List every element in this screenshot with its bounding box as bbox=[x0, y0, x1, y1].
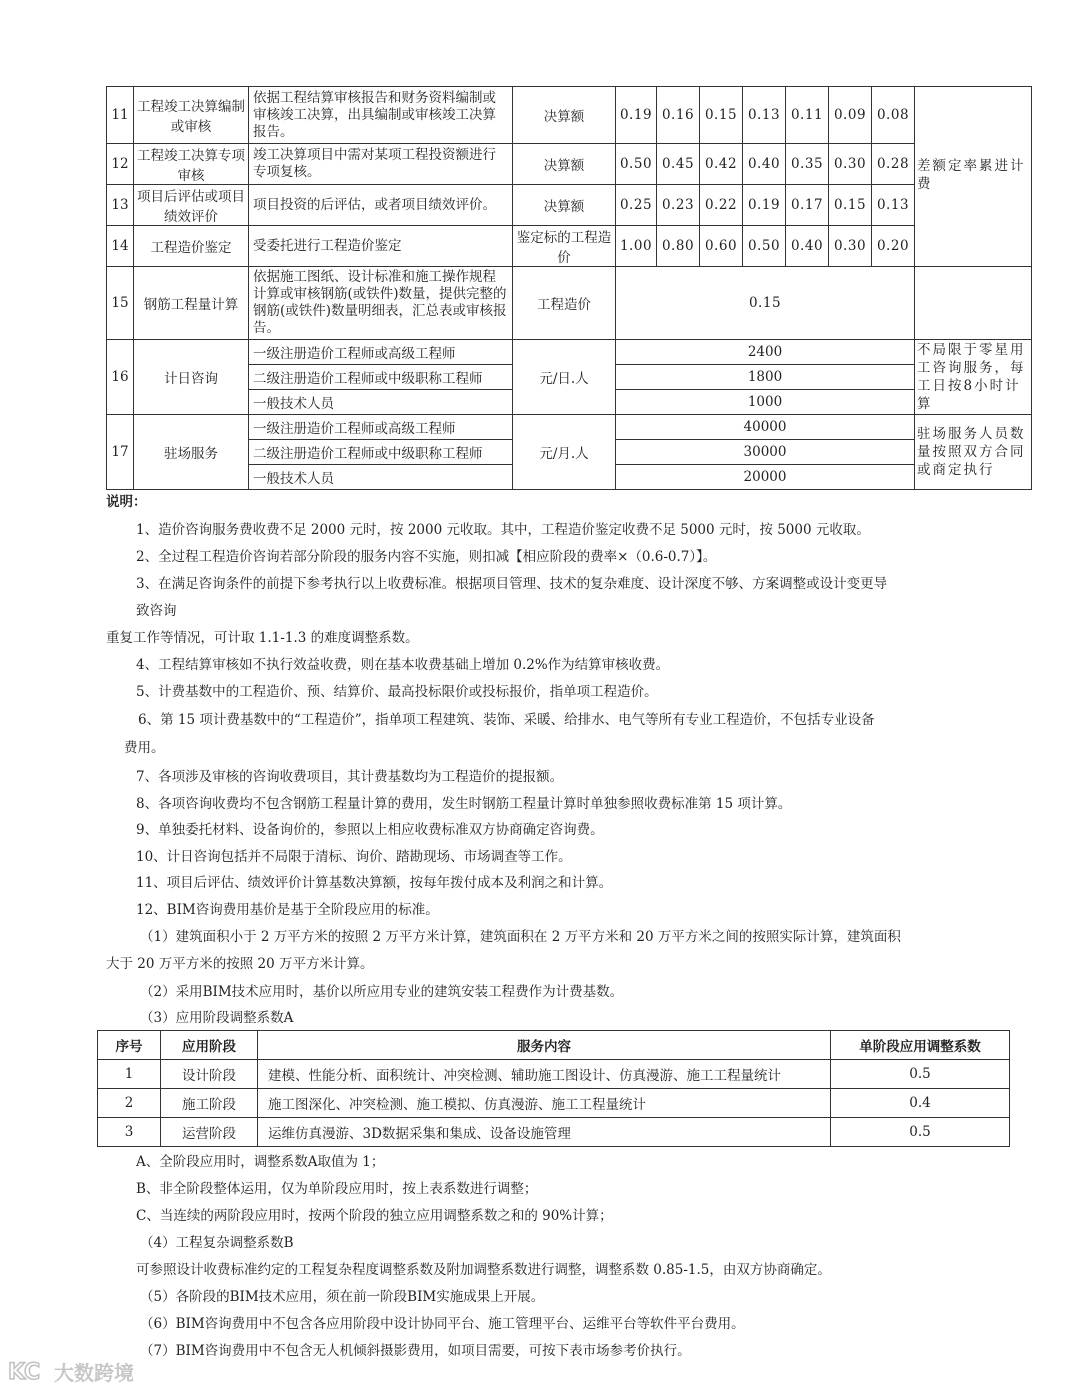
rate-cell: 0.60 bbox=[700, 226, 743, 267]
row-number: 13 bbox=[107, 185, 134, 226]
remark-cell: 不局限于零星用工咨询服务，每工日按8小时计算 bbox=[915, 340, 1032, 415]
rate-cell: 0.17 bbox=[786, 185, 829, 226]
note-line: （5）各阶段的BIM技术应用，须在前一阶段BIM实施成果上开展。 bbox=[140, 1289, 545, 1305]
note-line: 费用。 bbox=[124, 740, 165, 756]
column-header: 序号 bbox=[98, 1031, 161, 1060]
service-name: 项目后评估或项目绩效评价 bbox=[134, 185, 249, 226]
logo-text: KC bbox=[8, 1360, 41, 1385]
rate-cell: 0.42 bbox=[700, 144, 743, 185]
service-name: 驻场服务 bbox=[134, 415, 249, 490]
rate-cell: 0.50 bbox=[616, 144, 657, 185]
adjust-coefficient: 0.4 bbox=[831, 1089, 1010, 1118]
note-line: 致咨询 bbox=[136, 603, 177, 619]
row-number: 1 bbox=[98, 1060, 161, 1089]
note-line: 8、各项咨询收费均不包含钢筋工程量计算的费用，发生时钢筋工程量计算时单独参照收费标准第 15 项计算。 bbox=[136, 796, 792, 812]
service-name: 工程竣工决算编制或审核 bbox=[134, 87, 249, 144]
rate-cell: 1.00 bbox=[616, 226, 657, 267]
rate-cell: 0.80 bbox=[657, 226, 700, 267]
service-name: 钢筋工程量计算 bbox=[134, 267, 249, 340]
service-description: 受委托进行工程造价鉴定 bbox=[249, 226, 513, 267]
staff-level: 一级注册造价工程师或高级工程师 bbox=[249, 415, 513, 440]
note-line: C、当连续的两阶段应用时，按两个阶段的独立应用调整系数之和的 90%计算； bbox=[136, 1208, 613, 1224]
service-description: 竣工决算项目中需对某项工程投资额进行专项复核。 bbox=[249, 144, 513, 185]
stage-name: 运营阶段 bbox=[161, 1118, 258, 1147]
rate-cell: 0.15 bbox=[616, 267, 915, 340]
fee-base: 鉴定标的工程造价 bbox=[513, 226, 616, 267]
adjust-coefficient: 0.5 bbox=[831, 1060, 1010, 1089]
watermark-text: 大数跨境 bbox=[54, 1361, 134, 1385]
row-number: 17 bbox=[107, 415, 134, 490]
fee-base: 决算额 bbox=[513, 185, 616, 226]
note-line: 9、单独委托材料、设备询价的，参照以上相应收费标准双方协商确定咨询费。 bbox=[136, 822, 604, 838]
rate-cell: 0.22 bbox=[700, 185, 743, 226]
fee-standard-table bbox=[106, 86, 1032, 490]
note-line: 7、各项涉及审核的咨询收费项目，其计费基数均为工程造价的提报额。 bbox=[136, 769, 564, 785]
row-number: 11 bbox=[107, 87, 134, 144]
fee-value: 40000 bbox=[616, 415, 915, 440]
table-row bbox=[98, 1060, 1010, 1089]
service-content: 施工图深化、冲突检测、施工模拟、仿真漫游、施工工程量统计 bbox=[258, 1089, 831, 1118]
note-line: 1、造价咨询服务费收费不足 2000 元时，按 2000 元收取。其中，工程造价鉴定收费不足 5000 元时，按 5000 元收取。 bbox=[136, 522, 870, 538]
rate-cell: 0.35 bbox=[786, 144, 829, 185]
remark-cell: 差额定率累进计费 bbox=[915, 87, 1032, 267]
rate-cell: 0.09 bbox=[829, 87, 872, 144]
note-line: B、非全阶段整体运用，仅为单阶段应用时，按上表系数进行调整； bbox=[136, 1181, 538, 1197]
fee-base: 工程造价 bbox=[513, 267, 616, 340]
stage-name: 设计阶段 bbox=[161, 1060, 258, 1089]
rate-cell: 0.50 bbox=[743, 226, 786, 267]
rate-cell: 0.30 bbox=[829, 226, 872, 267]
fee-unit: 元/日.人 bbox=[513, 340, 616, 415]
row-number: 14 bbox=[107, 226, 134, 267]
table-row bbox=[107, 415, 1032, 440]
fee-base: 决算额 bbox=[513, 87, 616, 144]
service-name: 计日咨询 bbox=[134, 340, 249, 415]
rate-cell: 0.30 bbox=[829, 144, 872, 185]
note-line: 12、BIM咨询费用基价是基于全阶段应用的标准。 bbox=[136, 902, 439, 918]
service-name: 工程造价鉴定 bbox=[134, 226, 249, 267]
column-header: 服务内容 bbox=[258, 1031, 831, 1060]
rate-cell: 0.13 bbox=[743, 87, 786, 144]
remark-cell bbox=[915, 267, 1032, 340]
fee-value: 1000 bbox=[616, 390, 915, 415]
rate-cell: 0.25 bbox=[616, 185, 657, 226]
rate-cell: 0.15 bbox=[700, 87, 743, 144]
rate-cell: 0.40 bbox=[786, 226, 829, 267]
stage-name: 施工阶段 bbox=[161, 1089, 258, 1118]
staff-level: 二级注册造价工程师或中级职称工程师 bbox=[249, 365, 513, 390]
row-number: 16 bbox=[107, 340, 134, 415]
note-line: 11、项目后评估、绩效评价计算基数决算额，按每年拨付成本及利润之和计算。 bbox=[136, 875, 613, 891]
rate-cell: 0.23 bbox=[657, 185, 700, 226]
service-name: 工程竣工决算专项审核 bbox=[134, 144, 249, 185]
table-row bbox=[107, 185, 1032, 226]
rate-cell: 0.16 bbox=[657, 87, 700, 144]
staff-level: 二级注册造价工程师或中级职称工程师 bbox=[249, 440, 513, 465]
staff-level: 一般技术人员 bbox=[249, 390, 513, 415]
note-line: （3）应用阶段调整系数A bbox=[140, 1010, 294, 1026]
fee-unit: 元/月.人 bbox=[513, 415, 616, 490]
note-line: （4）工程复杂调整系数B bbox=[140, 1235, 294, 1251]
rate-cell: 0.28 bbox=[872, 144, 915, 185]
table-row bbox=[107, 87, 1032, 144]
note-line: 6、第 15 项计费基数中的“工程造价”，指单项工程建筑、装饰、采暖、给排水、电气等所有专业工程造价，不包括专业设备 bbox=[138, 712, 875, 728]
fee-value: 20000 bbox=[616, 465, 915, 490]
row-number: 2 bbox=[98, 1089, 161, 1118]
rate-cell: 0.40 bbox=[743, 144, 786, 185]
row-number: 3 bbox=[98, 1118, 161, 1147]
staff-level: 一般技术人员 bbox=[249, 465, 513, 490]
column-header: 单阶段应用调整系数 bbox=[831, 1031, 1010, 1060]
service-description: 依据施工图纸、设计标准和施工操作规程计算或审核钢筋(或铁件)数量，提供完整的钢筋(或铁件)数量明细表，汇总表或审核报告。 bbox=[249, 267, 513, 340]
rate-cell: 0.45 bbox=[657, 144, 700, 185]
service-description: 项目投资的后评估，或者项目绩效评价。 bbox=[249, 185, 513, 226]
table-header-row bbox=[98, 1031, 1010, 1060]
note-line: 2、全过程工程造价咨询若部分阶段的服务内容不实施，则扣减【相应阶段的费率×（0.6-0.7）】。 bbox=[136, 549, 717, 565]
note-line: 5、计费基数中的工程造价、预、结算价、最高投标限价或投标报价，指单项工程造价。 bbox=[136, 684, 658, 700]
kc-logo-icon bbox=[8, 1357, 48, 1385]
table-row bbox=[107, 340, 1032, 365]
note-line: （1）建筑面积小于 2 万平方米的按照 2 万平方米计算，建筑面积在 2 万平方米和 20 万平方米之间的按照实际计算，建筑面积 bbox=[140, 929, 901, 945]
fee-value: 2400 bbox=[616, 340, 915, 365]
row-number: 15 bbox=[107, 267, 134, 340]
note-line: 10、计日咨询包括并不局限于清标、询价、踏勘现场、市场调查等工作。 bbox=[136, 849, 572, 865]
rate-cell: 0.15 bbox=[829, 185, 872, 226]
rate-cell: 0.20 bbox=[872, 226, 915, 267]
table-row bbox=[107, 226, 1032, 267]
adjust-coefficient: 0.5 bbox=[831, 1118, 1010, 1147]
watermark bbox=[8, 1355, 158, 1387]
rate-cell: 0.19 bbox=[743, 185, 786, 226]
rate-cell: 0.08 bbox=[872, 87, 915, 144]
table-row bbox=[107, 267, 1032, 340]
row-number: 12 bbox=[107, 144, 134, 185]
service-content: 运维仿真漫游、3D数据采集和集成、设备设施管理 bbox=[258, 1118, 831, 1147]
table-row bbox=[98, 1118, 1010, 1147]
service-content: 建模、性能分析、面积统计、冲突检测、辅助施工图设计、仿真漫游、施工工程量统计 bbox=[258, 1060, 831, 1089]
rate-cell: 0.19 bbox=[616, 87, 657, 144]
remark-cell: 驻场服务人员数量按照双方合同或商定执行 bbox=[915, 415, 1032, 490]
table-row bbox=[98, 1089, 1010, 1118]
bim-stage-table bbox=[97, 1030, 1010, 1147]
note-line: 重复工作等情况，可计取 1.1-1.3 的难度调整系数。 bbox=[106, 630, 419, 646]
column-header: 应用阶段 bbox=[161, 1031, 258, 1060]
service-description: 依据工程结算审核报告和财务资料编制或审核竣工决算，出具编制或审核竣工决算报告。 bbox=[249, 87, 513, 144]
fee-base: 决算额 bbox=[513, 144, 616, 185]
rate-cell: 0.13 bbox=[872, 185, 915, 226]
staff-level: 一级注册造价工程师或高级工程师 bbox=[249, 340, 513, 365]
rate-cell: 0.11 bbox=[786, 87, 829, 144]
note-line: 3、在满足咨询条件的前提下参考执行以上收费标准。根据项目管理、技术的复杂难度、设计深度不够、方案调整或设计变更导 bbox=[136, 576, 888, 592]
note-line: （6）BIM咨询费用中不包含各应用阶段中设计协同平台、施工管理平台、运维平台等软件平台费用。 bbox=[140, 1316, 745, 1332]
fee-value: 30000 bbox=[616, 440, 915, 465]
note-line: 4、工程结算审核如不执行效益收费，则在基本收费基础上增加 0.2%作为结算审核收费。 bbox=[136, 657, 670, 673]
note-line: 大于 20 万平方米的按照 20 万平方米计算。 bbox=[106, 956, 374, 972]
note-line: A、全阶段应用时，调整系数A取值为 1； bbox=[136, 1154, 385, 1170]
note-line: （2）采用BIM技术应用时，基价以所应用专业的建筑安装工程费作为计费基数。 bbox=[140, 984, 624, 1000]
note-line: （7）BIM咨询费用中不包含无人机倾斜摄影费用，如项目需要，可按下表市场参考价执行。 bbox=[140, 1343, 691, 1359]
table-row bbox=[107, 144, 1032, 185]
fee-value: 1800 bbox=[616, 365, 915, 390]
note-line: 可参照设计收费标准约定的工程复杂程度调整系数及附加调整系数进行调整，调整系数 0.85-1.5，由双方协商确定。 bbox=[136, 1262, 831, 1278]
notes-heading: 说明： bbox=[106, 494, 147, 510]
